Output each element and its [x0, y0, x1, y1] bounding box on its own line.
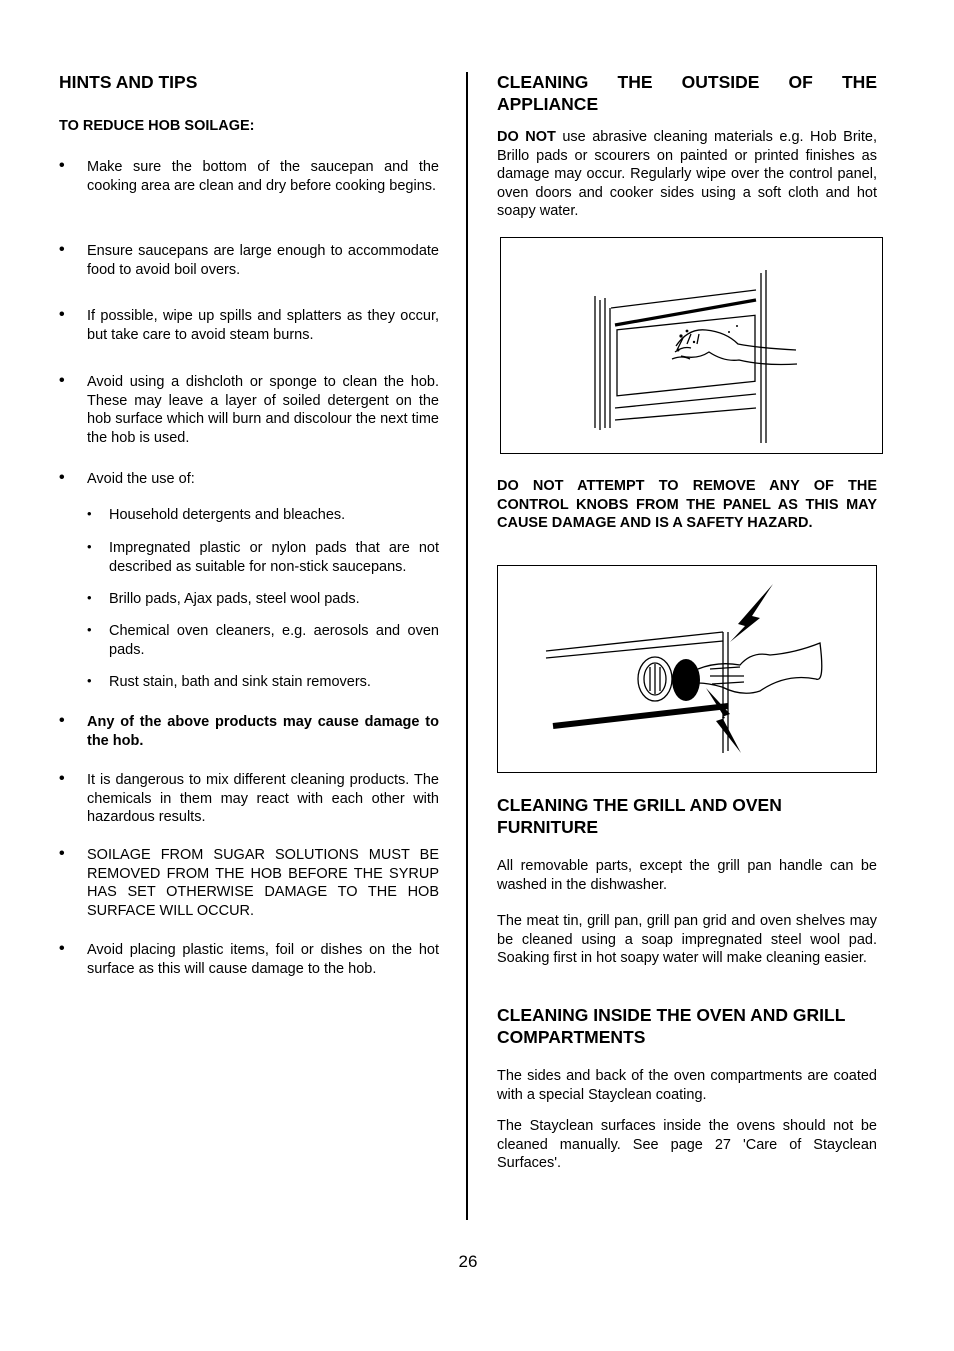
- cleaning-inside-heading: CLEANING INSIDE THE OVEN AND GRILL COMPARTMENTS: [497, 1005, 846, 1047]
- meat-tin-paragraph: The meat tin, grill pan, grill pan grid and oven shelves may be cleaned using a soap impregnated steel wool pad. Soaking first in hot soapy water will make cleaning easier.: [497, 913, 877, 966]
- column-divider: [466, 72, 468, 1220]
- sub-bullet-item: • Rust stain, bath and sink stain removers.: [87, 673, 371, 690]
- control-knob-warning: DO NOT ATTEMPT TO REMOVE ANY OF THE CONTROL KNOBS FROM THE PANEL AS THIS MAY CAUSE DAMAGE AND IS A SAFETY HAZARD.: [497, 478, 877, 531]
- oven-door-wipe-illustration: [500, 237, 883, 454]
- hand-wiping-door-icon: [501, 238, 881, 452]
- bullet-item: • Avoid placing plastic items, foil or dishes on the hot surface as this will cause damage to the hob.: [59, 940, 439, 977]
- bullet-icon: •: [59, 372, 65, 389]
- bullet-icon: •: [59, 770, 65, 787]
- hand-pulling-knob-icon: [498, 566, 875, 771]
- sub-bullet-item: • Impregnated plastic or nylon pads that are not described as suitable for non-stick saucepans.: [87, 539, 439, 575]
- bullet-icon: •: [59, 940, 65, 957]
- sub-bullet-icon: •: [87, 590, 92, 605]
- cleaning-grill-heading: CLEANING THE GRILL AND OVEN FURNITURE: [497, 795, 782, 837]
- bullet-icon: •: [59, 157, 65, 174]
- bullet-item: • Avoid the use of:: [59, 469, 195, 487]
- bullet-icon: •: [59, 469, 65, 486]
- sub-bullet-icon: •: [87, 622, 92, 637]
- sub-bullet-icon: •: [87, 539, 92, 554]
- sub-bullet-item: • Chemical oven cleaners, e.g. aerosols and oven pads.: [87, 622, 439, 658]
- outside-paragraph: DO NOT use abrasive cleaning materials e.g. Hob Brite, Brillo pads or scourers on painted or printed finishes as damage may occur. Regularly wipe over the control panel, oven doors and cooker sides using a soft cloth and hot soapy water.: [497, 129, 877, 219]
- stayclean-coating-paragraph: The sides and back of the oven compartments are coated with a special Stayclean coating.: [497, 1068, 877, 1103]
- bullet-item: • SOILAGE FROM SUGAR SOLUTIONS MUST BE REMOVED FROM THE HOB BEFORE THE SYRUP HAS SET OTHERWISE DAMAGE TO THE HOB SURFACE WILL OCCUR.: [59, 845, 439, 919]
- hints-heading: HINTS AND TIPS: [59, 72, 198, 92]
- sub-bullet-icon: •: [87, 506, 92, 521]
- control-knob-illustration: [497, 565, 877, 773]
- sub-bullet-item: • Brillo pads, Ajax pads, steel wool pads.: [87, 590, 360, 607]
- bullet-item: • Ensure saucepans are large enough to accommodate food to avoid boil overs.: [59, 241, 439, 278]
- hob-soilage-subheading: TO REDUCE HOB SOILAGE:: [59, 118, 255, 134]
- page-number: 26: [458, 1252, 478, 1271]
- bullet-item: • It is dangerous to mix different cleaning products. The chemicals in them may react with each other with hazardous results.: [59, 770, 439, 825]
- bullet-item: • Make sure the bottom of the saucepan and the cooking area are clean and dry before cooking begins.: [59, 157, 439, 194]
- stayclean-manual-paragraph: The Stayclean surfaces inside the ovens should not be cleaned manually. See page 27 'Care of Stayclean Surfaces'.: [497, 1118, 877, 1171]
- sub-bullet-item: • Household detergents and bleaches.: [87, 506, 346, 523]
- bullet-icon: •: [59, 845, 65, 862]
- removable-parts-paragraph: All removable parts, except the grill pan handle can be washed in the dishwasher.: [497, 858, 877, 893]
- bullet-item: • Avoid using a dishcloth or sponge to clean the hob. These may leave a layer of soiled detergent on the hob surface which will burn and discolour the next time the hob is used.: [59, 372, 439, 446]
- bullet-item-bold: • Any of the above products may cause damage to the hob.: [59, 712, 439, 749]
- cleaning-outside-heading: CLEANING THE OUTSIDE OF THE APPLIANCE: [497, 72, 877, 114]
- bullet-icon: •: [59, 306, 65, 323]
- bullet-icon: •: [59, 241, 65, 258]
- bullet-item: • If possible, wipe up spills and splatters as they occur, but take care to avoid steam burns.: [59, 306, 439, 343]
- bullet-icon: •: [59, 712, 65, 729]
- sub-bullet-icon: •: [87, 673, 92, 688]
